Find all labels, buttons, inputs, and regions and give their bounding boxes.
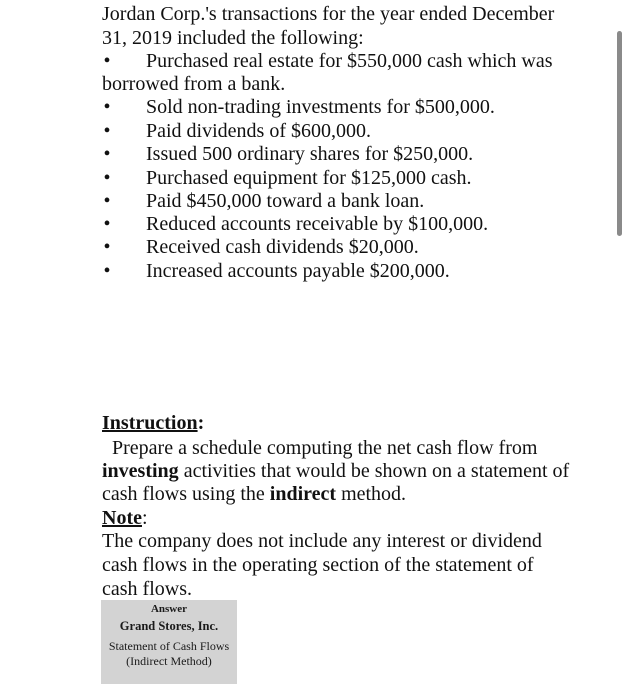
instruction-heading-line [102,411,204,435]
bullet-icon: • [103,96,111,118]
instruction-text: method. [336,483,407,505]
answer-label: Answer [150,603,188,615]
bullet-icon: • [103,120,111,142]
intro-line-1: Jordan Corp.'s transactions for the year ended December [102,3,555,25]
bullet-icon: • [103,167,111,189]
note-colon: : [141,507,148,529]
note-heading-line [102,506,148,530]
instruction-heading: Instruction [102,412,198,434]
statement-method: (Indirect Method) [126,654,212,668]
note-line-3: cash flows. [102,578,192,600]
list-item-text: Purchased real estate for $550,000 cash which was [146,50,553,72]
list-item-text: Issued 500 ordinary shares for $250,000. [146,143,474,165]
instruction-line-2 [102,459,569,483]
instruction-text: activities that would be shown on a statement of [178,460,570,482]
list-item-text: Received cash dividends $20,000. [146,236,419,258]
instruction-emphasis-indirect: indirect [269,483,337,505]
bullet-icon: • [103,260,111,282]
instruction-line-1: Prepare a schedule computing the net cash flow from [112,437,538,459]
instruction-emphasis-investing: investing [102,460,179,482]
list-item-text: Paid dividends of $600,000. [146,120,371,142]
list-item-continuation: borrowed from a bank. [102,73,286,95]
bullet-icon: • [103,213,111,235]
company-name: Grand Stores, Inc. [119,619,219,633]
note-line-1: The company does not include any interest or dividend [102,530,542,552]
list-item-text: Sold non-trading investments for $500,000. [146,96,495,118]
list-item-text: Paid $450,000 toward a bank loan. [146,190,425,212]
instruction-text: cash flows using the [102,483,270,505]
list-item-text: Reduced accounts receivable by $100,000. [146,213,489,235]
note-heading: Note [102,507,142,529]
list-item-text: Increased accounts payable $200,000. [146,260,450,282]
note-line-2: cash flows in the operating section of the statement of [102,554,534,576]
statement-title: Statement of Cash Flows [108,639,230,653]
intro-line-2: 31, 2019 included the following: [102,27,364,49]
vertical-scrollbar[interactable] [617,31,622,236]
instruction-colon: : [197,412,205,434]
bullet-icon: • [103,236,111,258]
bullet-icon: • [103,190,111,212]
bullet-icon: • [103,50,111,72]
list-item-text: Purchased equipment for $125,000 cash. [146,167,472,189]
bullet-icon: • [103,143,111,165]
instruction-line-3 [102,482,406,506]
answer-box [101,600,237,684]
